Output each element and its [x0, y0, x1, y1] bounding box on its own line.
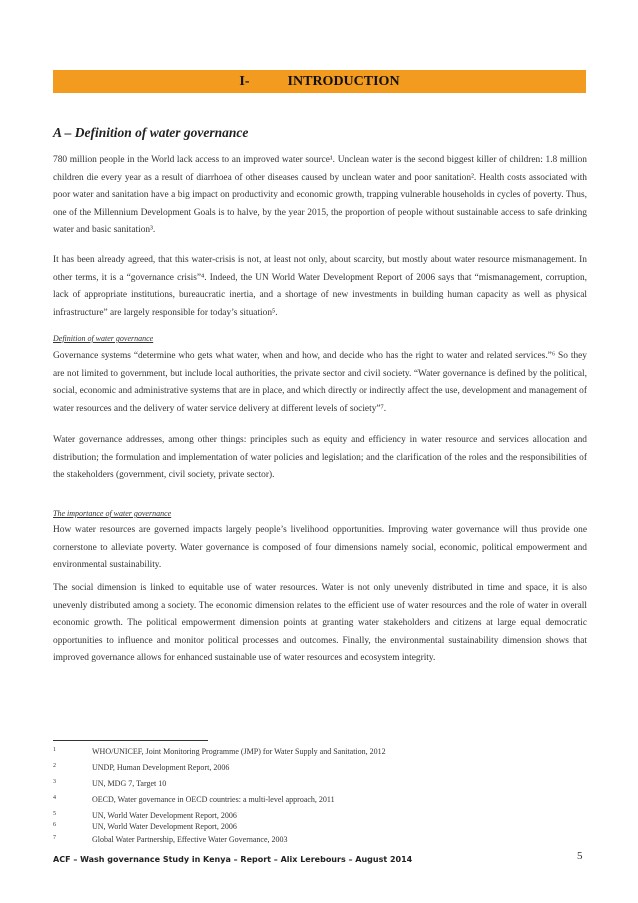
paragraph-governance-systems: Governance systems “determine who gets what water, when and how, and decide who has the right to water and related services.”⁶ So they are not limited to government, but include local authorities, the private sector and civil society. “Water governance is defined by the political, social, economic and administrative systems that are in place, and which directly or indirectly affect the use, development and management of water resources and the delivery of water service delivery at different levels of society”⁷. — [53, 351, 587, 414]
section-banner — [53, 70, 586, 93]
paragraph-water-governance-addresses: Water governance addresses, among other things: principles such as equity and efficiency in water resource and services allocation and distribution; the formulation and implementation of water policies and legislation; and the clarification of the roles and the responsibilities of the stakeholders (government, civil society, private sector). — [53, 435, 587, 480]
section-title: INTRODUCTION — [287, 74, 400, 89]
subheading-definition: Definition of water governance — [53, 334, 154, 343]
section-number: I- — [239, 74, 250, 89]
subheading-importance: The importance of water governance — [53, 509, 172, 518]
footnote-rule — [53, 740, 208, 741]
page-footer: ACF – Wash governance Study in Kenya – Report – Alix Lerebours – August 2014 — [53, 855, 413, 864]
paragraph-water-access: 780 million people in the World lack access to an improved water source¹. Unclean water is the second biggest killer of children: 1.8 million children die every year as a result of diarrhoea of other diseases caused by unclean water and poor sanitation². Health costs associated with poor water and sanitation have a big impact on productivity and economic growth, trapping vulnerable households in cycles of poverty. Thus, one of the Millennium Development Goals is to halve, by the year 2015, the proportion of people without sustainable access to safe drinking water and basic sanitation³. — [53, 155, 587, 235]
footnote: 1 WHO/UNICEF, Joint Monitoring Programme (JMP) for Water Supply and Sanitation, 2012 — [53, 747, 386, 756]
footnote: 4 OECD, Water governance in OECD countries: a multi-level approach, 2011 — [53, 795, 335, 804]
page-number: 5 — [577, 850, 583, 862]
subsection-heading: A – Definition of water governance — [53, 125, 249, 140]
footnote: 5 UN, World Water Development Report, 2006 — [53, 811, 237, 820]
paragraph-dimensions: The social dimension is linked to equitable use of water resources. Water is not only unevenly distributed in time and space, it is also unevenly distributed among a society. The economic dimension relates to the efficient use of water resources and the role of water in overall economic growth. The political empowerment dimension points at granting water stakeholders and citizens at large equal democratic opportunities to influence and monitor political processes and outcomes. Finally, the environmental sustainability dimension shows that improved governance allows for enhanced sustainable use of water resources and ecosystem integrity. — [53, 583, 587, 663]
footnote: 7 Global Water Partnership, Effective Water Governance, 2003 — [53, 835, 288, 844]
paragraph-livelihood: How water resources are governed impacts largely people’s livelihood opportunities. Improving water governance will thus provide one cornerstone to alleviate poverty. Water governance is composed of four dimensions namely social, economic, political empowerment and environmental sustainability. — [53, 525, 587, 570]
footnote: 2 UNDP, Human Development Report, 2006 — [53, 763, 230, 772]
footnote: 6 UN, World Water Development Report, 2006 — [53, 822, 237, 831]
paragraph-governance-crisis: It has been already agreed, that this water-crisis is not, at least not only, about scarcity, but mostly about water resource mismanagement. In other terms, it is a “governance crisis”⁴. Indeed, the UN World Water Development Report of 2006 says that “mismanagement, corruption, lack of appropriate institutions, bureaucratic inertia, and a shortage of new investments in building human capacity as well as physical infrastructure” are largely responsible for today’s situation⁵. — [53, 255, 587, 318]
footnote: 3 UN, MDG 7, Target 10 — [53, 779, 167, 788]
